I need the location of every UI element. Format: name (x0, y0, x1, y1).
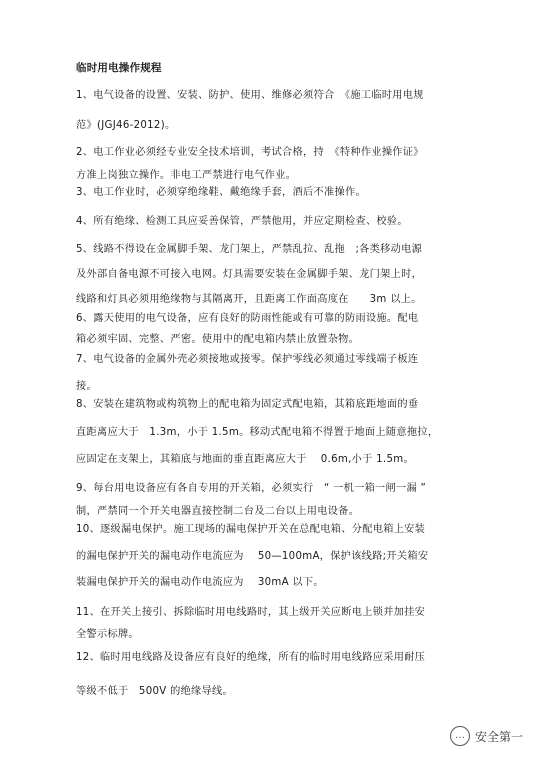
list-item-line: 2、电工作业必须经专业安全技术培训，考试合格，持 《特种作业操作证》 (76, 147, 424, 158)
list-item-line: 直距离应大于 1.3m，小于 1.5m。移动式配电箱不得置于地面上随意拖拉， (76, 427, 439, 438)
list-item-line: 接。 (76, 381, 97, 392)
watermark (450, 726, 523, 746)
list-item-line: 等级不低于 500V 的绝缘导线。 (76, 686, 234, 697)
wechat-chat-icon: … (450, 726, 470, 746)
list-item-line: 1、电气设备的设置、安装、防护、使用、维修必须符合 《施工临时用电规 (76, 90, 424, 101)
list-item-line: 范》(JGJ46-2012)。 (76, 120, 176, 131)
list-item-line: 5、线路不得设在金属脚手架、龙门架上，严禁乱拉、乱拖 ;各类移动电源 (76, 244, 423, 255)
list-item-line: 应固定在支架上，其箱底与地面的垂直距离应大于 0.6m,小于 1.5m。 (76, 454, 414, 465)
list-item-line: 制，严禁同一个开关电器直接控制二台及二台以上用电设备。 (76, 506, 360, 517)
list-item-line: 6、露天使用的电气设备，应有良好的防雨性能或有可靠的防雨设施。配电 (76, 313, 419, 324)
list-item-line: 装漏电保护开关的漏电动作电流应为 30mA 以下。 (76, 577, 324, 588)
page-title: 临时用电操作规程 (76, 62, 162, 74)
list-item-line: 11、在开关上接引、拆除临时用电线路时，其上级开关应断电上锁并加挂安 (76, 607, 426, 618)
watermark-text: 安全第一 (474, 729, 523, 744)
list-item-line: 4、所有绝缘、检测工具应妥善保管，严禁他用，并应定期检查、校验。 (76, 216, 408, 227)
list-item-line: 及外部自备电源不可接入电网。灯具需要安装在金属脚手架、龙门架上时， (76, 269, 423, 280)
list-item-line: 全警示标牌。 (76, 629, 139, 640)
list-item-line: 箱必须牢固、完整、严密。使用中的配电箱内禁止放置杂物。 (76, 334, 360, 345)
list-item-line: 7、电气设备的金属外壳必须接地或接零。保护零线必须通过零线端子板连 (76, 354, 419, 365)
list-item-line: 9、每台用电设备应有各自专用的开关箱，必须实行 “ 一机一箱一闸一漏 ” (76, 483, 427, 494)
list-item-line: 12、临时用电线路及设备应有良好的绝缘，所有的临时用电线路应采用耐压 (76, 652, 426, 663)
list-item-line: 方准上岗独立操作。非电工严禁进行电气作业。 (76, 170, 297, 181)
list-item-line: 10、逐级漏电保护。施工现场的漏电保护开关在总配电箱、分配电箱上安装 (76, 524, 426, 535)
list-item-line: 8、安装在建筑物或构筑物上的配电箱为固定式配电箱，其箱底距地面的垂 (76, 399, 419, 410)
list-item-line: 线路和灯具必须用绝缘物与其隔离开，且距离工作面高度在 3m 以上。 (76, 294, 422, 305)
list-item-line: 的漏电保护开关的漏电动作电流应为 50—100mA，保护该线路;开关箱安 (76, 551, 429, 562)
list-item-line: 3、电工作业时，必须穿绝缘鞋、戴绝缘手套，酒后不准操作。 (76, 187, 366, 198)
